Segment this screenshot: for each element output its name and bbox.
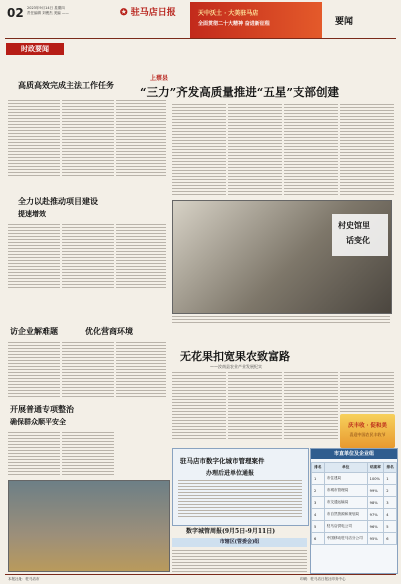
- article-1-body: [8, 100, 60, 178]
- table-row: [312, 509, 397, 521]
- article-4-body-3: [116, 342, 166, 398]
- table-cell: 6: [312, 533, 325, 545]
- table-cell: 市交通运输局: [324, 497, 367, 509]
- table-cell: 市城市管理局: [324, 485, 367, 497]
- article-6-body-4: [340, 372, 394, 412]
- table-cell: 中国移动驻马店分公司: [324, 533, 367, 545]
- table-cell: 95%: [367, 533, 384, 545]
- photo-caption-line1: 村史馆里: [338, 220, 370, 230]
- masthead-logo: [120, 5, 176, 18]
- table-header-cell: 单位: [324, 463, 367, 473]
- ranking-table-box: [310, 448, 398, 574]
- footer-right: 印刷：驻马店日报社印务中心: [300, 577, 346, 581]
- table-cell: 4: [312, 509, 325, 521]
- digital-block-rows: [172, 550, 307, 572]
- article-4-body-2: [62, 342, 114, 398]
- article-2-body: [8, 224, 60, 288]
- table-cell: 市住建局: [324, 473, 367, 485]
- digital-block-subtitle: 市辖区(管委会)组: [172, 538, 307, 547]
- photo-caption-text: [172, 316, 390, 324]
- flag-icon: ✪: [120, 8, 128, 18]
- ranking-table: [311, 462, 397, 545]
- table-row: [312, 473, 397, 485]
- article-4-title-right: 优化营商环境: [85, 326, 133, 336]
- harvest-banner-sub: 喜迎中国农民丰收节: [349, 432, 386, 437]
- editor-line: 责任编辑 刘俊杰 美编 ——: [27, 11, 69, 15]
- slogan-line1: 天中沃土 · 大美驻马店: [198, 10, 259, 17]
- footer-left: 本报社址：驻马店市: [8, 577, 40, 581]
- photo-caption-line2: 话变化: [346, 235, 370, 245]
- table-cell: 1: [312, 473, 325, 485]
- table-cell: 100%: [367, 473, 384, 485]
- article-3-body-3: [284, 104, 338, 196]
- article-3-body-1: [172, 104, 226, 196]
- harvest-banner: [340, 414, 395, 448]
- table-row: [312, 521, 397, 533]
- footer-rule: [5, 574, 396, 575]
- table-cell: 5: [312, 521, 325, 533]
- table-header-cell: 结案率: [367, 463, 384, 473]
- table-cell: 市自然资源和规划局: [324, 509, 367, 521]
- article-5-title: 开展普通专项整治: [10, 404, 74, 414]
- article-7-title: 驻马店市数字化城市管理案件: [180, 457, 265, 465]
- article-7-body: [178, 480, 302, 518]
- article-3-body-4: [340, 104, 394, 196]
- table-cell: 3: [384, 497, 397, 509]
- article-6-body-1: [172, 372, 226, 440]
- article-1-title: 高质高效完成主法工作任务: [18, 80, 114, 90]
- table-cell: 99%: [367, 485, 384, 497]
- section-tag: 时政要闻: [6, 43, 64, 55]
- article-6-subtitle: ——汝南县农业产业发展纪实: [210, 364, 262, 369]
- table-header-cell: 排名: [384, 463, 397, 473]
- table-cell: 3: [312, 497, 325, 509]
- page-number: 02: [7, 6, 24, 20]
- slogan-banner: [190, 2, 322, 38]
- table-cell: 5: [384, 521, 397, 533]
- article-6-body-3: [284, 372, 338, 440]
- table-cell: 96%: [367, 521, 384, 533]
- digital-block-title: 数字城管周报(9月5日-9月11日): [186, 528, 276, 535]
- table-cell: 2: [384, 485, 397, 497]
- table-cell: 6: [384, 533, 397, 545]
- date-line: 2023年9月14日 星期四: [27, 6, 65, 10]
- ranking-table-title: 市直单位及企业组: [311, 449, 397, 459]
- header-rule: [5, 38, 396, 39]
- article-3-kicker: 上蔡县: [150, 75, 169, 82]
- article-3-title: “三力”齐发高质量推进“五星”支部创建: [140, 85, 339, 99]
- table-row: [312, 533, 397, 545]
- table-header-row: [312, 463, 397, 473]
- section-name: 要闻: [335, 17, 354, 27]
- table-cell: 4: [384, 509, 397, 521]
- table-cell: 98%: [367, 497, 384, 509]
- article-2-body-2: [62, 224, 114, 288]
- article-3-body-2: [228, 104, 282, 196]
- table-row: [312, 497, 397, 509]
- table-row: [312, 485, 397, 497]
- factory-photo: [8, 480, 170, 572]
- article-4-title-left: 访企业解难题: [10, 326, 58, 336]
- article-2-title: 全力以赴推动项目建设: [18, 196, 98, 206]
- article-5-body-2: [62, 432, 114, 476]
- table-cell: 驻马店供电公司: [324, 521, 367, 533]
- table-cell: 1: [384, 473, 397, 485]
- harvest-banner-title: 庆丰收 · 促和美: [348, 423, 387, 429]
- photo-caption-box: [332, 214, 388, 256]
- article-5-subtitle: 确保群众顺平安全: [10, 417, 66, 426]
- slogan-line2: 全面贯彻二十大精神 奋进新征程: [198, 21, 270, 27]
- table-cell: 2: [312, 485, 325, 497]
- article-6-title: 无花果扣宽果农致富路: [180, 350, 290, 363]
- article-7-subtitle: 办理后进单位通报: [206, 470, 255, 477]
- article-1-body-2: [62, 100, 114, 178]
- article-4-body: [8, 342, 60, 398]
- table-cell: 97%: [367, 509, 384, 521]
- article-1-body-3: [116, 100, 166, 178]
- article-5-body: [8, 432, 60, 476]
- article-2-body-3: [116, 224, 166, 288]
- table-header-cell: 排名: [312, 463, 325, 473]
- masthead-text: 驻马店日报: [130, 8, 176, 18]
- article-2-subtitle: 提速增效: [18, 209, 46, 218]
- article-6-body-2: [228, 372, 282, 440]
